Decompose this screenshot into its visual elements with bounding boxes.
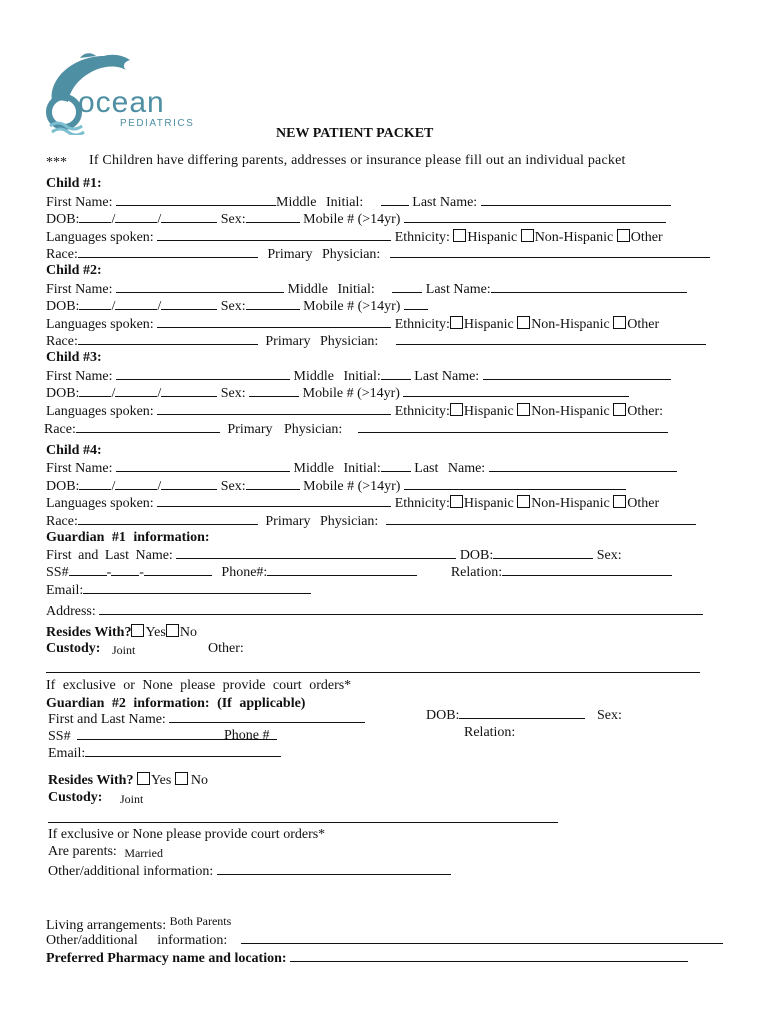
ethnicity-label: Ethnicity: — [394, 404, 450, 419]
last-name-label: Last Name: — [414, 461, 486, 476]
custody-other-label: Other: — [208, 641, 244, 656]
ethnicity-label: Ethnicity: — [394, 230, 450, 245]
non-hispanic-checkbox[interactable] — [517, 403, 530, 416]
child-2-name-row — [46, 280, 687, 298]
ethnicity-label: Ethnicity: — [394, 317, 450, 332]
child-4-name-row — [46, 459, 677, 477]
custody-other-field[interactable] — [46, 660, 700, 673]
guardian-2-email-row — [48, 744, 281, 762]
non-hispanic-checkbox[interactable] — [517, 316, 530, 329]
court-orders-note: If exclusive or None please provide court orders* — [48, 827, 326, 842]
dob-slash: / — [157, 212, 162, 227]
dob-field[interactable] — [493, 546, 593, 559]
sex-field[interactable] — [246, 210, 300, 223]
ss-label: SS# — [46, 565, 69, 580]
primary-physician-label: Primary Physician: — [227, 422, 343, 437]
child-1-dob-row — [46, 210, 666, 228]
last-name-label: Last Name: — [412, 195, 478, 210]
first-name-label: First Name: — [46, 461, 113, 476]
resides-with-label: Resides With? — [46, 625, 132, 640]
mobile-label: Mobile # (>14yr) — [303, 479, 401, 494]
dob-label: DOB: — [46, 479, 80, 494]
sex-label: Sex: — [220, 212, 246, 227]
dob-day-field[interactable] — [115, 477, 157, 490]
address-field[interactable] — [99, 602, 703, 615]
child-1-name-row — [46, 193, 671, 211]
relation-field[interactable] — [502, 563, 672, 576]
last-name-field[interactable] — [481, 193, 671, 206]
logo-name: ocean — [78, 86, 165, 119]
ss-label: SS# — [48, 729, 71, 744]
child-2-race-row — [46, 332, 706, 350]
court-orders-note: If exclusive or None please provide court orders* — [46, 678, 352, 693]
other-info-label: Other/additional information: — [46, 933, 228, 948]
resides-yes-label: Yes — [145, 625, 166, 640]
phone-field[interactable] — [267, 563, 417, 576]
non-hispanic-checkbox[interactable] — [521, 229, 534, 242]
race-field[interactable] — [78, 512, 258, 525]
are-parents-value: Married — [124, 846, 163, 860]
guardian-1-resides-row — [46, 624, 197, 641]
hispanic-checkbox[interactable] — [450, 403, 463, 416]
race-field[interactable] — [76, 420, 220, 433]
first-last-name-field[interactable] — [176, 546, 456, 559]
dob-slash: / — [111, 479, 116, 494]
race-label: Race: — [46, 514, 78, 529]
hispanic-checkbox[interactable] — [453, 229, 466, 242]
email-label: Email: — [48, 746, 86, 761]
first-name-field[interactable] — [116, 280, 284, 293]
child-3-dob-row — [46, 384, 629, 402]
resides-no-label: No — [179, 625, 197, 640]
last-name-field[interactable] — [491, 280, 687, 293]
other-checkbox[interactable] — [613, 495, 626, 508]
sex-field[interactable] — [246, 297, 300, 310]
child-1-race-row — [46, 245, 710, 263]
sex-label: Sex: — [596, 548, 622, 563]
child-4-lang-row — [46, 494, 659, 512]
child-4-race-row — [46, 512, 696, 530]
are-parents-row — [48, 843, 163, 862]
guardian-2-other-info-row — [48, 862, 451, 880]
custody-value: Joint — [119, 792, 144, 806]
sex-label: Sex: — [220, 386, 246, 401]
child-1-heading: Child #1: — [46, 176, 102, 191]
child-3-race-row — [44, 420, 668, 438]
mobile-label: Mobile # (>14yr) — [303, 299, 401, 314]
non-hispanic-label: Non-Hispanic — [534, 230, 614, 245]
other-info-label: Other/additional information: — [48, 864, 214, 879]
footer-other-info-row — [46, 931, 723, 949]
dob-day-field[interactable] — [115, 384, 157, 397]
guardian-1-address-row — [46, 602, 703, 620]
race-label: Race: — [46, 334, 78, 349]
notice-text: If Children have differing parents, addresses or insurance please fill out an individual packet — [89, 153, 626, 168]
last-name-field[interactable] — [483, 367, 671, 380]
first-last-name-label: First and Last Name: — [48, 712, 166, 727]
ss-field-1[interactable] — [69, 563, 107, 576]
languages-label: Languages spoken: — [46, 230, 154, 245]
mobile-field[interactable] — [404, 297, 428, 310]
middle-initial-label: Middle Initial: — [287, 282, 375, 297]
last-name-field[interactable] — [489, 459, 677, 472]
race-field[interactable] — [78, 332, 258, 345]
languages-field[interactable] — [157, 315, 391, 328]
dob-month-field[interactable] — [79, 210, 111, 223]
resides-no-label: No — [190, 773, 208, 788]
logo-subtitle: PEDIATRICS — [120, 118, 195, 129]
child-2-lang-row — [46, 315, 659, 333]
relation-label: Relation: — [450, 565, 503, 580]
first-name-field[interactable] — [116, 367, 290, 380]
living-arrangements-value: Both Parents — [169, 914, 232, 928]
mobile-field[interactable] — [403, 384, 629, 397]
relation-label: Relation: — [464, 725, 516, 740]
dob-year-field[interactable] — [161, 210, 217, 223]
resides-no-checkbox[interactable] — [166, 624, 179, 637]
ethnicity-label: Ethnicity: — [394, 496, 450, 511]
middle-initial-field[interactable] — [392, 280, 422, 293]
primary-physician-field[interactable] — [390, 245, 710, 258]
non-hispanic-label: Non-Hispanic — [531, 317, 610, 332]
sex-label: Sex: — [220, 299, 246, 314]
child-2-dob-row — [46, 297, 428, 315]
first-name-field[interactable] — [116, 193, 276, 206]
resides-yes-checkbox[interactable] — [137, 772, 150, 785]
last-name-label: Last Name: — [425, 282, 491, 297]
dob-field[interactable] — [459, 706, 585, 719]
ocean-pediatrics-logo — [44, 50, 204, 135]
guardian-1-email-row — [46, 581, 311, 599]
dob-label: DOB: — [459, 548, 494, 563]
pharmacy-field[interactable] — [290, 949, 688, 962]
hispanic-label: Hispanic — [463, 404, 514, 419]
guardian-1-ss-row: SS# - - Phone#: Relation: — [46, 563, 672, 581]
email-field[interactable] — [83, 581, 311, 594]
custody-value: Joint — [111, 643, 136, 657]
race-label: Race: — [44, 422, 76, 437]
middle-initial-label: Middle Initial: — [276, 195, 364, 210]
resides-yes-checkbox[interactable] — [131, 624, 144, 637]
custody-label: Custody: — [48, 790, 103, 805]
dob-slash: / — [157, 479, 162, 494]
child-3-lang-row — [46, 402, 663, 420]
dob-label: DOB: — [46, 386, 80, 401]
child-4-dob-row — [46, 477, 626, 495]
address-label: Address: — [46, 604, 96, 619]
primary-physician-field[interactable] — [396, 332, 706, 345]
sex-label: Sex: — [596, 708, 622, 723]
languages-label: Languages spoken: — [46, 317, 154, 332]
dob-year-field[interactable] — [161, 477, 217, 490]
primary-physician-field[interactable] — [358, 420, 668, 433]
dob-slash: / — [111, 299, 116, 314]
non-hispanic-label: Non-Hispanic — [531, 404, 610, 419]
email-field[interactable] — [85, 744, 281, 757]
guardian-2-name-row — [48, 710, 365, 728]
notice-stars: *** — [46, 155, 67, 170]
email-label: Email: — [46, 583, 84, 598]
languages-field[interactable] — [157, 228, 391, 241]
languages-field[interactable] — [157, 494, 391, 507]
race-field[interactable] — [78, 245, 258, 258]
hispanic-checkbox[interactable] — [450, 495, 463, 508]
middle-initial-field[interactable] — [381, 193, 409, 206]
other-label: Other — [630, 230, 663, 245]
child-4-heading: Child #4: — [46, 443, 102, 458]
mobile-field[interactable] — [404, 477, 626, 490]
dob-label: DOB: — [46, 212, 80, 227]
mobile-label: Mobile # (>14yr) — [302, 386, 400, 401]
dob-month-field[interactable] — [79, 297, 111, 310]
ss-field-2[interactable] — [111, 563, 139, 576]
hispanic-label: Hispanic — [467, 230, 518, 245]
resides-with-label: Resides With? — [48, 773, 134, 788]
dob-year-field[interactable] — [161, 384, 217, 397]
sex-field[interactable] — [246, 477, 300, 490]
languages-label: Languages spoken: — [46, 404, 154, 419]
first-name-field[interactable] — [116, 459, 290, 472]
guardian-2-heading: Guardian #2 information: (If applicable) — [46, 696, 306, 711]
ss-field-3[interactable] — [144, 563, 212, 576]
pharmacy-label: Preferred Pharmacy name and location: — [46, 951, 287, 966]
middle-initial-field[interactable] — [381, 367, 411, 380]
guardian-2-resides-row — [48, 772, 208, 789]
middle-initial-label: Middle Initial: — [293, 369, 381, 384]
guardian-1-heading: Guardian #1 information: — [46, 530, 210, 545]
other-checkbox[interactable] — [617, 229, 630, 242]
phone-label: Phone#: — [221, 565, 268, 580]
dob-month-field[interactable] — [79, 384, 111, 397]
dob-year-field[interactable] — [161, 297, 217, 310]
living-arrangements-label: Living arrangements: — [46, 918, 167, 933]
dob-label: DOB: — [426, 708, 460, 723]
are-parents-label: Are parents: — [48, 844, 117, 859]
other-info-field[interactable] — [217, 862, 451, 875]
pharmacy-row — [46, 949, 688, 967]
child-3-heading: Child #3: — [46, 350, 102, 365]
first-last-name-field[interactable] — [169, 710, 365, 723]
languages-field[interactable] — [157, 402, 391, 415]
languages-label: Languages spoken: — [46, 496, 154, 511]
other-label: Other — [627, 317, 660, 332]
resides-no-checkbox[interactable] — [175, 772, 188, 785]
dob-month-field[interactable] — [79, 477, 111, 490]
primary-physician-field[interactable] — [386, 512, 696, 525]
guardian-2-custody-row — [48, 789, 143, 808]
hispanic-label: Hispanic — [463, 496, 514, 511]
other-label: Other: — [627, 404, 663, 419]
other-label: Other — [627, 496, 660, 511]
other-info-field[interactable] — [241, 931, 723, 944]
hispanic-label: Hispanic — [463, 317, 514, 332]
resides-yes-label: Yes — [150, 773, 172, 788]
dob-day-field[interactable] — [115, 210, 157, 223]
sex-field[interactable] — [249, 384, 299, 397]
custody-label: Custody: — [46, 641, 101, 656]
dob-slash: / — [157, 386, 162, 401]
first-name-label: First Name: — [46, 195, 113, 210]
guardian-1-name-row — [46, 546, 622, 564]
guardian-1-custody-row — [46, 640, 135, 659]
other-checkbox[interactable] — [613, 403, 626, 416]
primary-physician-label: Primary Physician: — [267, 247, 381, 262]
middle-initial-field[interactable] — [381, 459, 411, 472]
mobile-label: Mobile # (>14yr) — [303, 212, 401, 227]
other-checkbox[interactable] — [613, 316, 626, 329]
page-title: NEW PATIENT PACKET — [276, 126, 434, 141]
last-name-label: Last Name: — [414, 369, 480, 384]
hispanic-checkbox[interactable] — [450, 316, 463, 329]
child-2-heading: Child #2: — [46, 263, 102, 278]
child-1-lang-row — [46, 228, 663, 246]
non-hispanic-checkbox[interactable] — [517, 495, 530, 508]
race-label: Race: — [46, 247, 78, 262]
custody-detail-field[interactable] — [48, 810, 558, 823]
dob-slash: / — [111, 386, 116, 401]
dob-label: DOB: — [46, 299, 80, 314]
child-3-name-row — [46, 367, 671, 385]
non-hispanic-label: Non-Hispanic — [531, 496, 610, 511]
dob-slash: / — [157, 299, 162, 314]
phone-label: Phone # — [224, 728, 270, 743]
sex-label: Sex: — [220, 479, 246, 494]
primary-physician-label: Primary Physician: — [265, 334, 379, 349]
first-name-label: First Name: — [46, 282, 113, 297]
middle-initial-label: Middle Initial: — [293, 461, 381, 476]
primary-physician-label: Primary Physician: — [265, 514, 379, 529]
first-last-name-label: First and Last Name: — [46, 548, 173, 563]
first-name-label: First Name: — [46, 369, 113, 384]
dob-day-field[interactable] — [115, 297, 157, 310]
guardian-2-dob — [426, 706, 622, 724]
mobile-field[interactable] — [404, 210, 666, 223]
dob-slash: / — [111, 212, 116, 227]
